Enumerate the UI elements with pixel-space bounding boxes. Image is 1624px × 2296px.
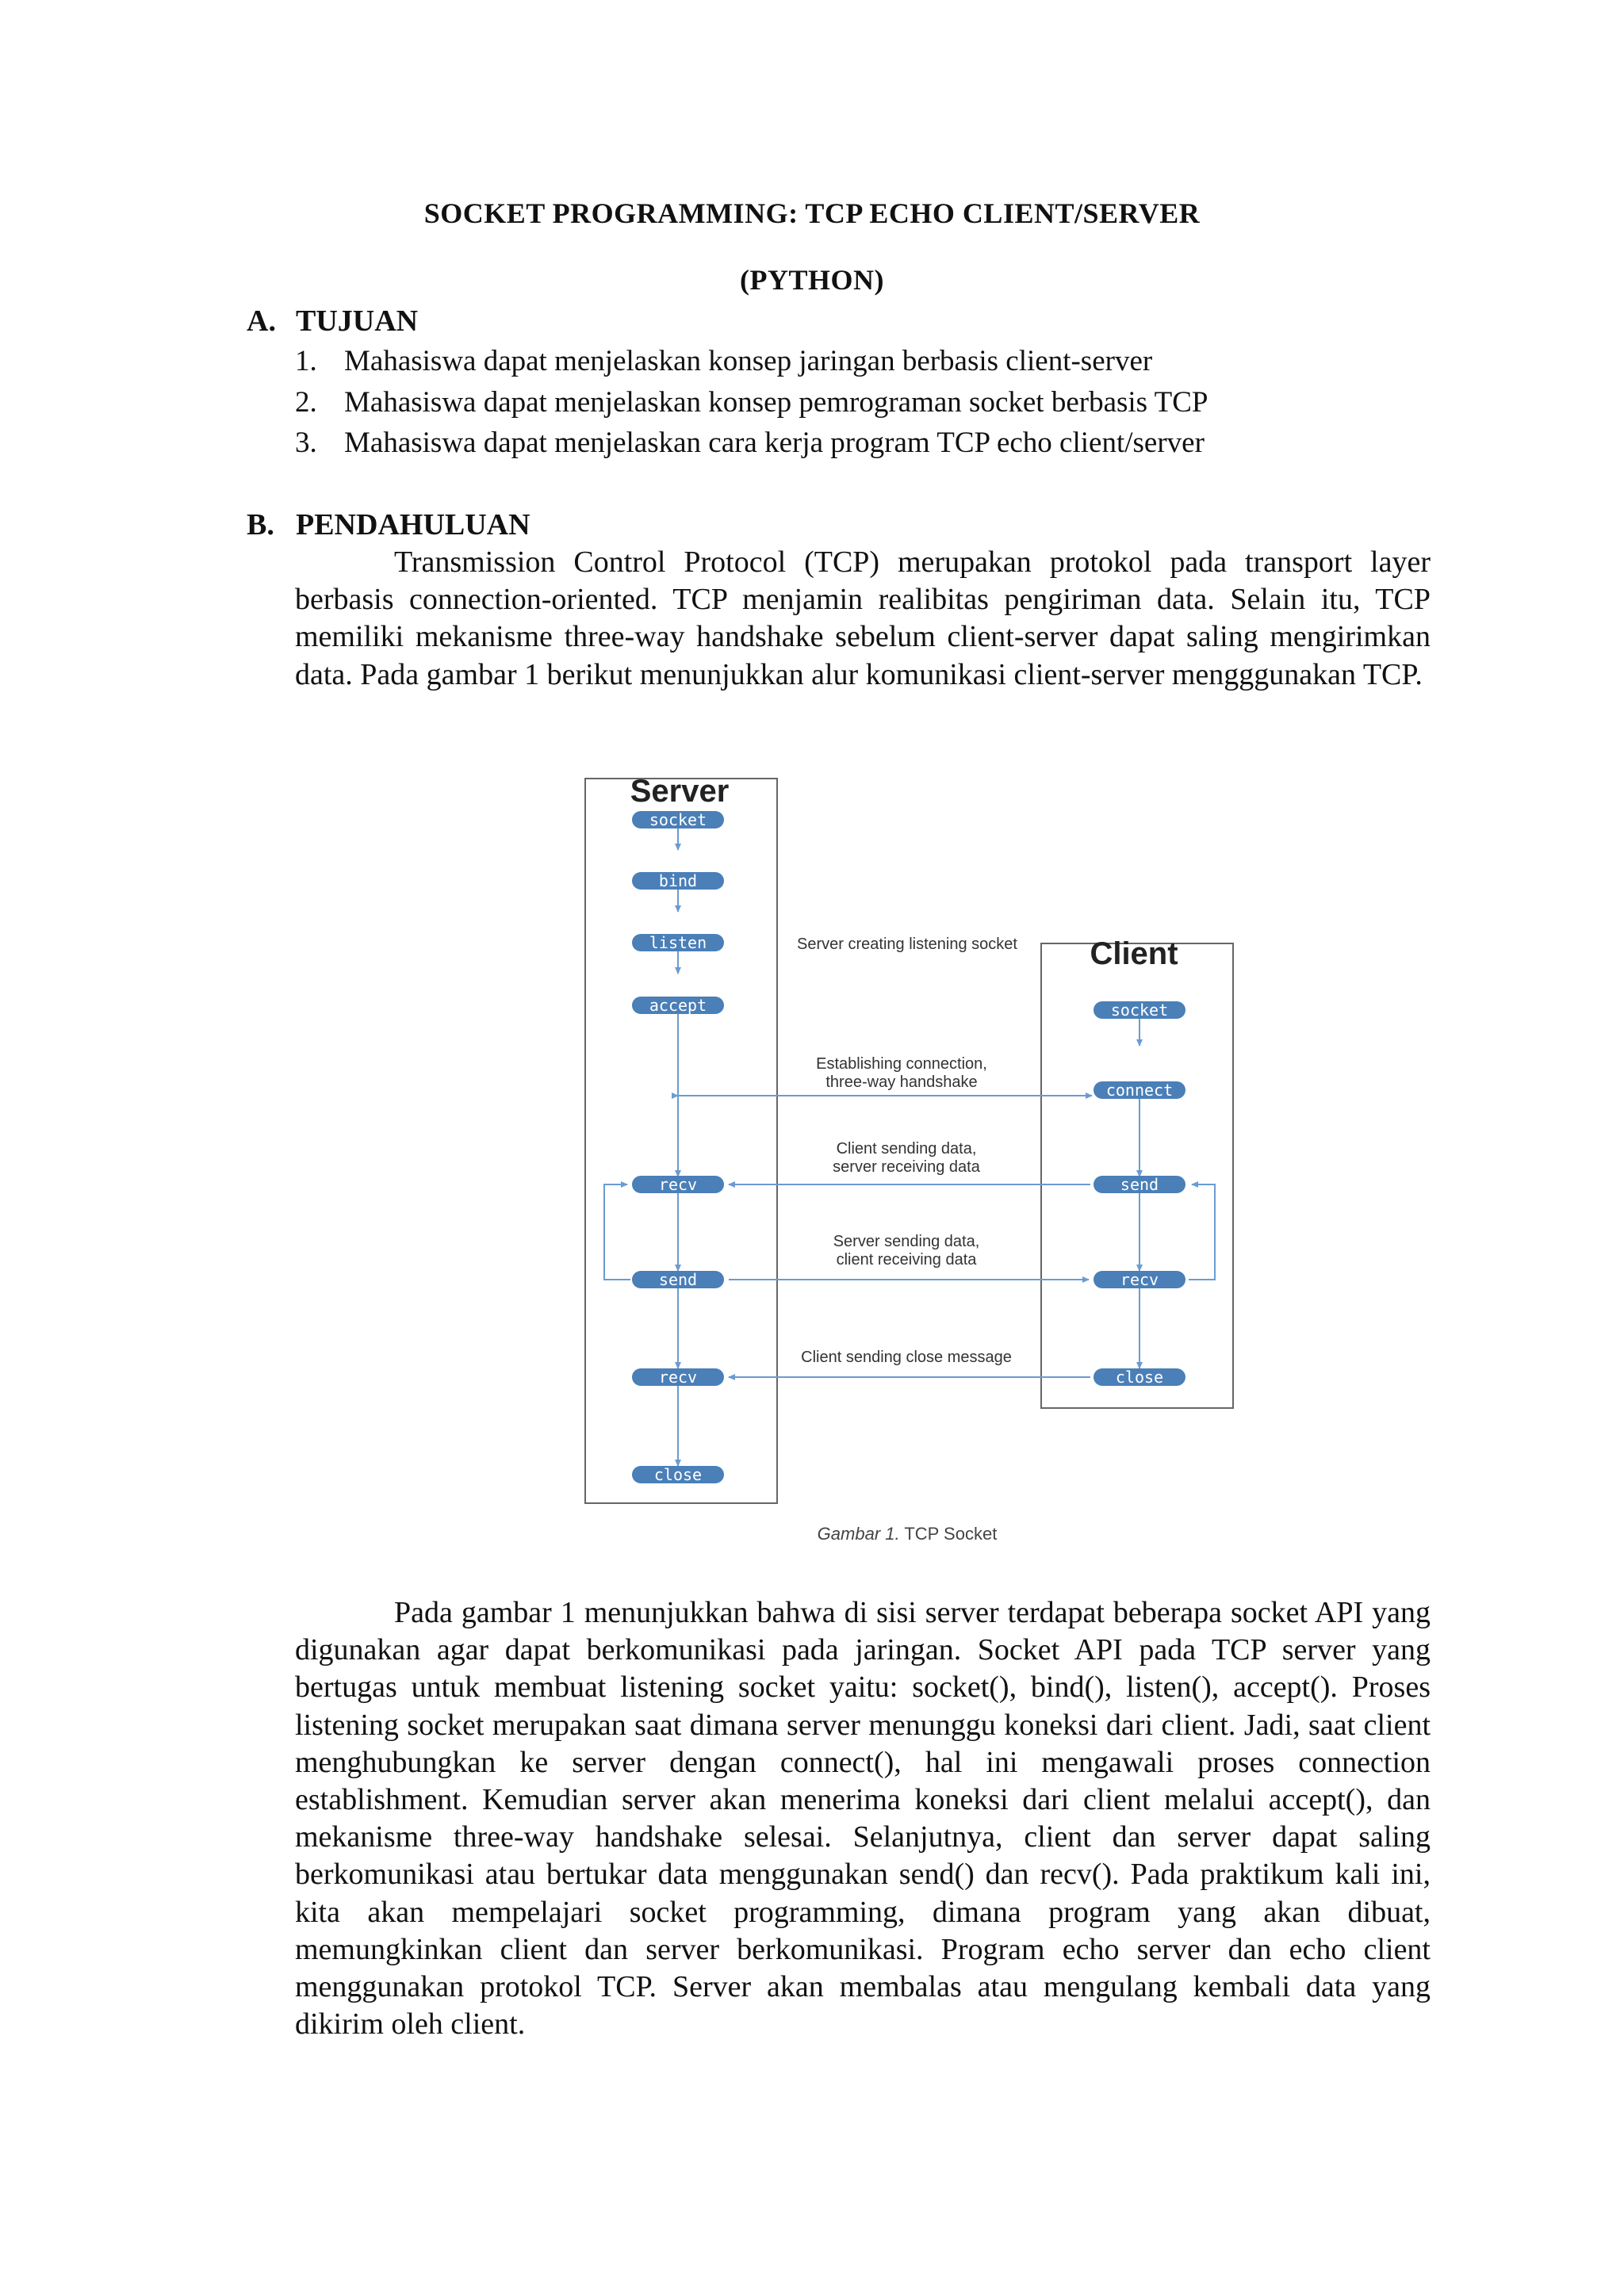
svg-text:recv: recv: [1120, 1270, 1159, 1289]
svg-text:accept: accept: [649, 996, 707, 1015]
tcp-socket-diagram: [579, 775, 1237, 1552]
client-loop-arrow: [1189, 1184, 1215, 1280]
client-step-connect: [1094, 1081, 1185, 1100]
svg-text:send: send: [658, 1270, 698, 1289]
server-step-accept: [632, 996, 724, 1015]
svg-text:close: close: [1115, 1368, 1164, 1387]
svg-text:recv: recv: [658, 1175, 698, 1194]
svg-text:connect: connect: [1105, 1081, 1174, 1100]
svg-text:bind: bind: [658, 871, 698, 890]
section-a-letter: A.: [247, 304, 276, 338]
client-step-send: [1094, 1175, 1185, 1194]
explanation-paragraph: Pada gambar 1 menunjukkan bahwa di sisi server terdapat beberapa socket API yang digunakan agar dapat berkomunikasi pada jaringan. Socket API pada TCP server yang bertugas untuk membuat listening socket yaitu: socket(), bind(), listen(), accept(). Proses listening socket merupakan saat dimana server menunggu koneksi dari client. Jadi, saat client menghubungkan ke server dengan connect(), hal ini mengawali proses connection establishment. Kemudian server akan menerima koneksi dari client melalui accept(), dan mekanisme three-way handshake selesai. Selanjutnya, client dan server dapat saling berkomunikasi atau bertukar data menggunakan send() dan recv(). Pada praktikum kali ini, kita akan mempelajari socket programming, dimana program yang akan dibuat, memungkinkan client dan server berkomunikasi. Program echo server dan echo client menggunakan protokol TCP. Server akan membalas atau mengulang kembali data yang dikirim oleh client.: [295, 1596, 1431, 2042]
svg-text:listen: listen: [649, 933, 707, 952]
svg-text:socket: socket: [649, 810, 707, 829]
annotation-close-message: Client sending close message: [801, 1349, 1012, 1366]
annotation-server-send-line2: client receiving data: [836, 1251, 977, 1269]
svg-text:socket: socket: [1110, 1001, 1169, 1020]
annotation-client-send-line2: server receiving data: [833, 1158, 980, 1176]
client-step-socket: [1094, 1001, 1185, 1020]
server-step-socket: [632, 810, 724, 829]
objective-text: Mahasiswa dapat menjelaskan cara kerja program TCP echo client/server: [344, 427, 1205, 459]
section-b-letter: B.: [247, 508, 274, 541]
svg-text:close: close: [653, 1465, 703, 1484]
objective-number: 1.: [295, 345, 317, 377]
document-title-line1: SOCKET PROGRAMMING: TCP ECHO CLIENT/SERVER: [423, 197, 1201, 229]
tcp-socket-figure: [579, 775, 1237, 1552]
objective-item-3: [295, 426, 1205, 460]
svg-text:send: send: [1120, 1175, 1159, 1194]
figure-caption-text: TCP Socket: [904, 1524, 998, 1544]
section-a-heading: [247, 304, 418, 339]
objective-item-2: [295, 385, 1208, 419]
section-b-heading: [247, 507, 530, 542]
annotation-establish-line2: three-way handshake: [825, 1073, 978, 1091]
server-step-recv-close: [632, 1368, 724, 1387]
document-title-line2: (PYTHON): [740, 264, 884, 296]
objective-text: Mahasiswa dapat menjelaskan konsep pemrograman socket berbasis TCP: [344, 386, 1208, 419]
svg-text:recv: recv: [658, 1368, 698, 1387]
annotation-client-send-line1: Client sending data,: [836, 1140, 977, 1158]
server-loop-arrow: [604, 1184, 630, 1280]
section-a-title: TUJUAN: [296, 304, 419, 338]
server-step-close: [632, 1465, 724, 1484]
client-lane-title: Client: [1090, 936, 1178, 971]
server-step-send: [632, 1270, 724, 1289]
section-b-title: PENDAHULUAN: [296, 508, 530, 541]
figure-caption-label: Gambar 1.: [817, 1524, 900, 1544]
objective-text: Mahasiswa dapat menjelaskan konsep jaringan berbasis client-server: [344, 345, 1153, 377]
client-step-recv: [1094, 1270, 1185, 1289]
objective-number: 2.: [295, 386, 317, 419]
annotation-establish-line1: Establishing connection,: [816, 1055, 987, 1073]
annotation-listening-socket: Server creating listening socket: [797, 936, 1017, 953]
objective-number: 3.: [295, 427, 317, 459]
client-step-close: [1094, 1368, 1185, 1387]
annotation-server-send-line1: Server sending data,: [833, 1233, 980, 1250]
server-step-recv: [632, 1175, 724, 1194]
objective-item-1: [295, 344, 1152, 378]
intro-paragraph: Transmission Control Protocol (TCP) merupakan protokol pada transport layer berbasis connection-oriented. TCP menjamin realibitas pengiriman data. Selain itu, TCP memiliki mekanisme three-way handshake sebelum client-server dapat saling mengirimkan data. Pada gambar 1 berikut menunjukkan alur komunikasi client-server mengggunakan TCP.: [295, 545, 1431, 691]
server-lane-title: Server: [630, 775, 730, 809]
server-step-bind: [632, 871, 724, 890]
server-step-listen: [632, 933, 724, 952]
figure-caption: [818, 1524, 998, 1544]
